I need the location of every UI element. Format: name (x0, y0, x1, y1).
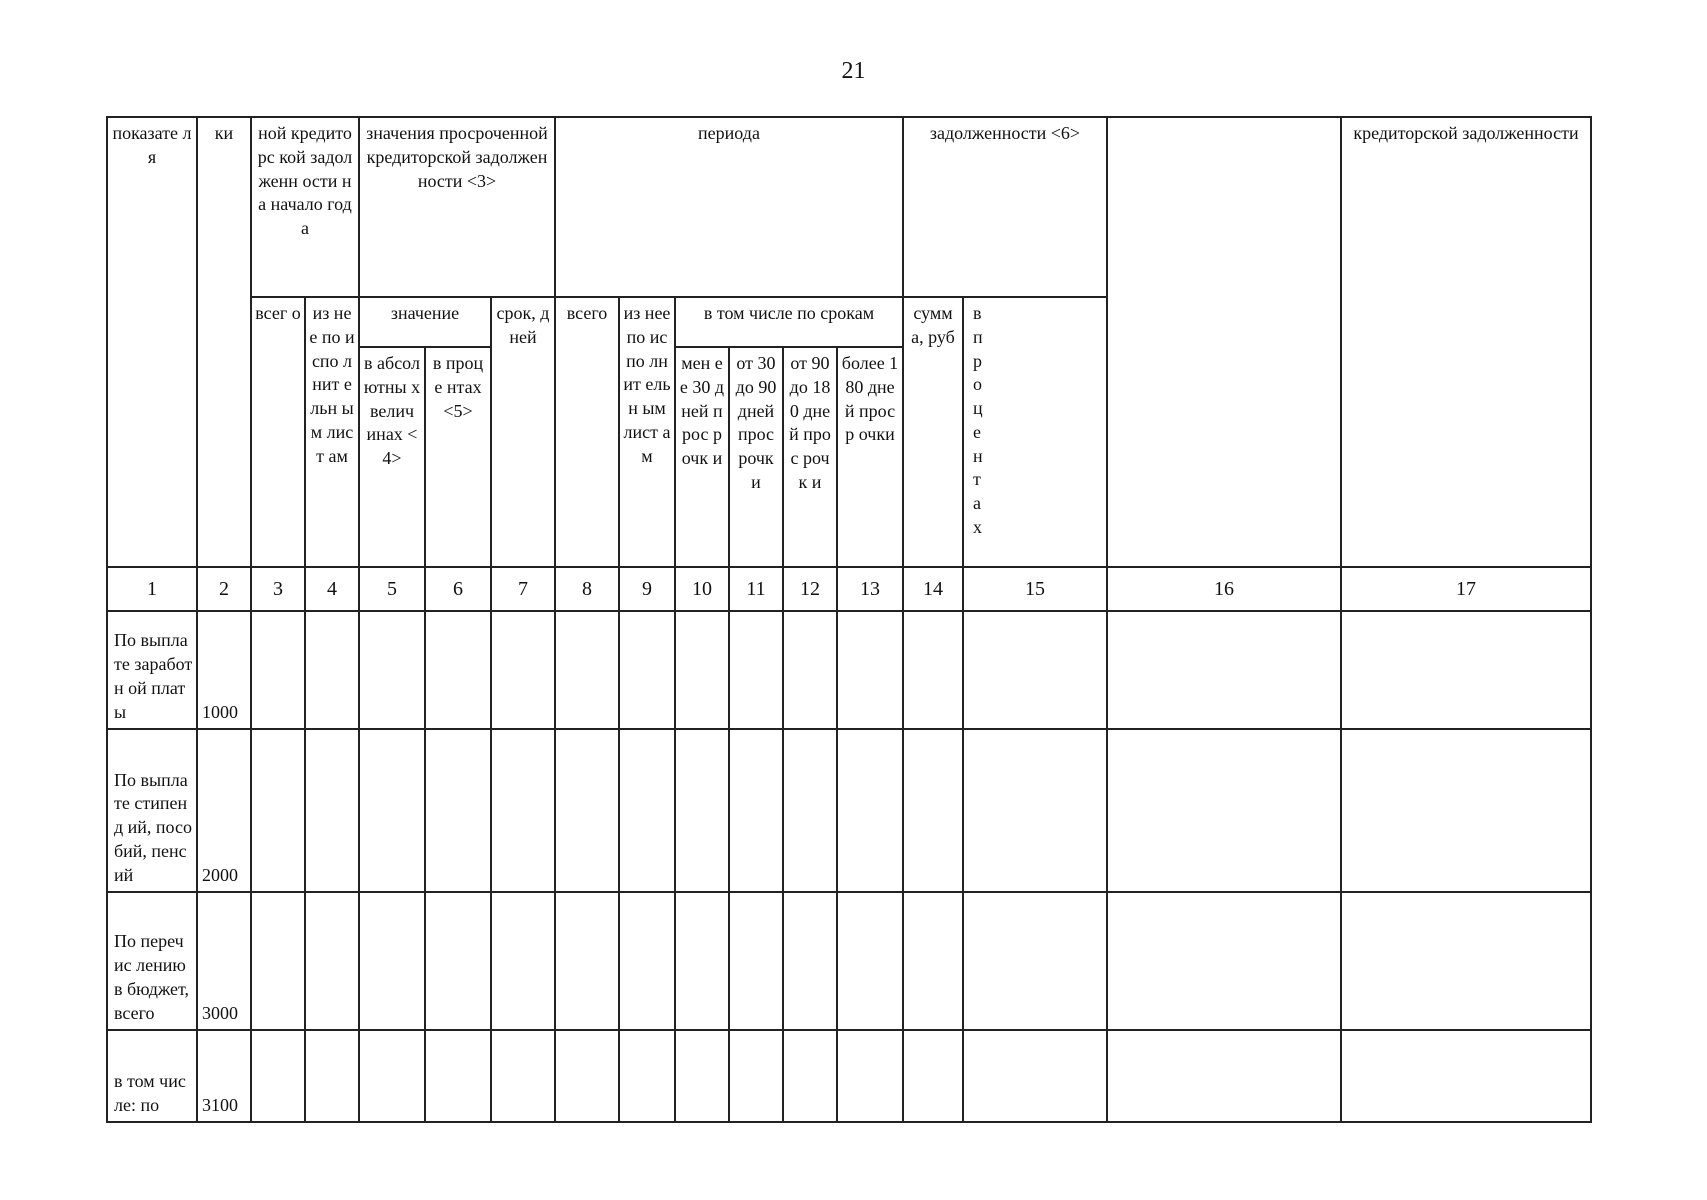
table-cell[interactable] (359, 729, 425, 892)
header-percent-15-text: впроцентах (973, 303, 983, 537)
column-number: 1 (107, 567, 197, 611)
row-code: 3000 (197, 892, 251, 1030)
row-label: По выплате стипенд ий, пособий, пенсий (107, 729, 197, 892)
table-cell[interactable] (555, 892, 619, 1030)
table-cell[interactable] (619, 892, 675, 1030)
header-percent-15 (963, 297, 1107, 567)
table-cell[interactable] (729, 1030, 783, 1122)
table-cell[interactable] (491, 892, 555, 1030)
table-cell[interactable] (963, 1030, 1107, 1122)
table-row (107, 729, 1591, 892)
table-cell[interactable] (251, 611, 305, 729)
column-number: 14 (903, 567, 963, 611)
header-less-30: мен ее 30 дней прос рочк и (675, 347, 729, 567)
header-debt: задолженности <6> (903, 117, 1107, 297)
table-cell[interactable] (903, 729, 963, 892)
column-number: 5 (359, 567, 425, 611)
table-row (107, 892, 1591, 1030)
table-cell[interactable] (729, 611, 783, 729)
column-number: 2 (197, 567, 251, 611)
table-cell[interactable] (1341, 892, 1591, 1030)
header-of-which-4: из нее по испо лнит ельн ым лист ам (305, 297, 359, 567)
row-code: 2000 (197, 729, 251, 892)
table-cell[interactable] (783, 729, 837, 892)
row-label: По перечис лению в бюджет, всего (107, 892, 197, 1030)
header-percent-6: в проце нтах <5> (425, 347, 491, 567)
table-cell[interactable] (555, 1030, 619, 1122)
table-cell[interactable] (425, 1030, 491, 1122)
header-over-180: более 180 дней проср очки (837, 347, 903, 567)
table-cell[interactable] (555, 729, 619, 892)
table-cell[interactable] (251, 892, 305, 1030)
table-cell[interactable] (359, 892, 425, 1030)
header-overdue-values: значения просроченной кредиторской задолженности <3> (359, 117, 555, 297)
table-cell[interactable] (675, 611, 729, 729)
column-number: 6 (425, 567, 491, 611)
column-number: 7 (491, 567, 555, 611)
header-payables: кредиторской задолженности (1341, 117, 1591, 567)
table-cell[interactable] (963, 892, 1107, 1030)
table-cell[interactable] (783, 611, 837, 729)
table-cell[interactable] (251, 1030, 305, 1122)
table-cell[interactable] (1107, 892, 1341, 1030)
row-label: в том числе: по (107, 1030, 197, 1122)
table-cell[interactable] (1107, 1030, 1341, 1122)
table-cell[interactable] (251, 729, 305, 892)
table-cell[interactable] (783, 892, 837, 1030)
table-cell[interactable] (619, 1030, 675, 1122)
table-cell[interactable] (425, 892, 491, 1030)
table-cell[interactable] (903, 1030, 963, 1122)
table-cell[interactable] (619, 729, 675, 892)
table-cell[interactable] (619, 611, 675, 729)
table-cell[interactable] (359, 611, 425, 729)
header-sum-14: сумм а, руб (903, 297, 963, 567)
table-cell[interactable] (555, 611, 619, 729)
table-cell[interactable] (729, 729, 783, 892)
table-cell[interactable] (837, 729, 903, 892)
table-cell[interactable] (491, 1030, 555, 1122)
page-number: 21 (841, 58, 866, 84)
header-term-7: срок, дней (491, 297, 555, 567)
table-cell[interactable] (491, 611, 555, 729)
table-row (107, 1030, 1591, 1122)
table-cell[interactable] (1341, 611, 1591, 729)
table-cell[interactable] (675, 729, 729, 892)
header-period: периода (555, 117, 903, 297)
table-cell[interactable] (305, 1030, 359, 1122)
header-code: ки (197, 117, 251, 567)
header-total-8: всего (555, 297, 619, 567)
table-cell[interactable] (729, 892, 783, 1030)
row-code: 1000 (197, 611, 251, 729)
table-row (107, 611, 1591, 729)
table-cell[interactable] (425, 611, 491, 729)
table-cell[interactable] (1107, 611, 1341, 729)
row-label: По выплате заработн ой платы (107, 611, 197, 729)
table-cell[interactable] (837, 1030, 903, 1122)
header-30-90: от 30 до 90 дней прос рочк и (729, 347, 783, 567)
report-table (106, 116, 1592, 1123)
table-cell[interactable] (675, 1030, 729, 1122)
header-opening-balance: ной кредиторс кой задолженн ости на начало года (251, 117, 359, 297)
header-of-which-9: из нее по испо лнит ельн ым лист ам (619, 297, 675, 567)
table-cell[interactable] (1341, 729, 1591, 892)
table-cell[interactable] (675, 892, 729, 1030)
row-code: 3100 (197, 1030, 251, 1122)
column-number: 16 (1107, 567, 1341, 611)
table-cell[interactable] (837, 611, 903, 729)
table-cell[interactable] (963, 611, 1107, 729)
table-cell[interactable] (305, 729, 359, 892)
header-total-3: всег о (251, 297, 305, 567)
table-cell[interactable] (903, 892, 963, 1030)
table-cell[interactable] (305, 611, 359, 729)
column-number: 9 (619, 567, 675, 611)
table-cell[interactable] (903, 611, 963, 729)
column-number: 8 (555, 567, 619, 611)
table-cell[interactable] (963, 729, 1107, 892)
column-number: 12 (783, 567, 837, 611)
table-cell[interactable] (305, 892, 359, 1030)
table-cell[interactable] (491, 729, 555, 892)
header-by-terms: в том числе по срокам (675, 297, 903, 347)
table-cell[interactable] (837, 892, 903, 1030)
header-absolute-5: в абсол ютны х велич инах <4> (359, 347, 425, 567)
column-number: 10 (675, 567, 729, 611)
column-number: 13 (837, 567, 903, 611)
table-cell[interactable] (1341, 1030, 1591, 1122)
column-number: 3 (251, 567, 305, 611)
column-number: 11 (729, 567, 783, 611)
table-cell[interactable] (425, 729, 491, 892)
table-cell[interactable] (783, 1030, 837, 1122)
column-number: 4 (305, 567, 359, 611)
column-number: 15 (963, 567, 1107, 611)
table-cell[interactable] (359, 1030, 425, 1122)
header-indicator: показате ля (107, 117, 197, 567)
header-value-group: значение (359, 297, 491, 347)
table-cell[interactable] (1107, 729, 1341, 892)
header-col-16 (1107, 117, 1341, 567)
header-90-180: от 90 до 180 дней прос рочк и (783, 347, 837, 567)
column-number: 17 (1341, 567, 1591, 611)
